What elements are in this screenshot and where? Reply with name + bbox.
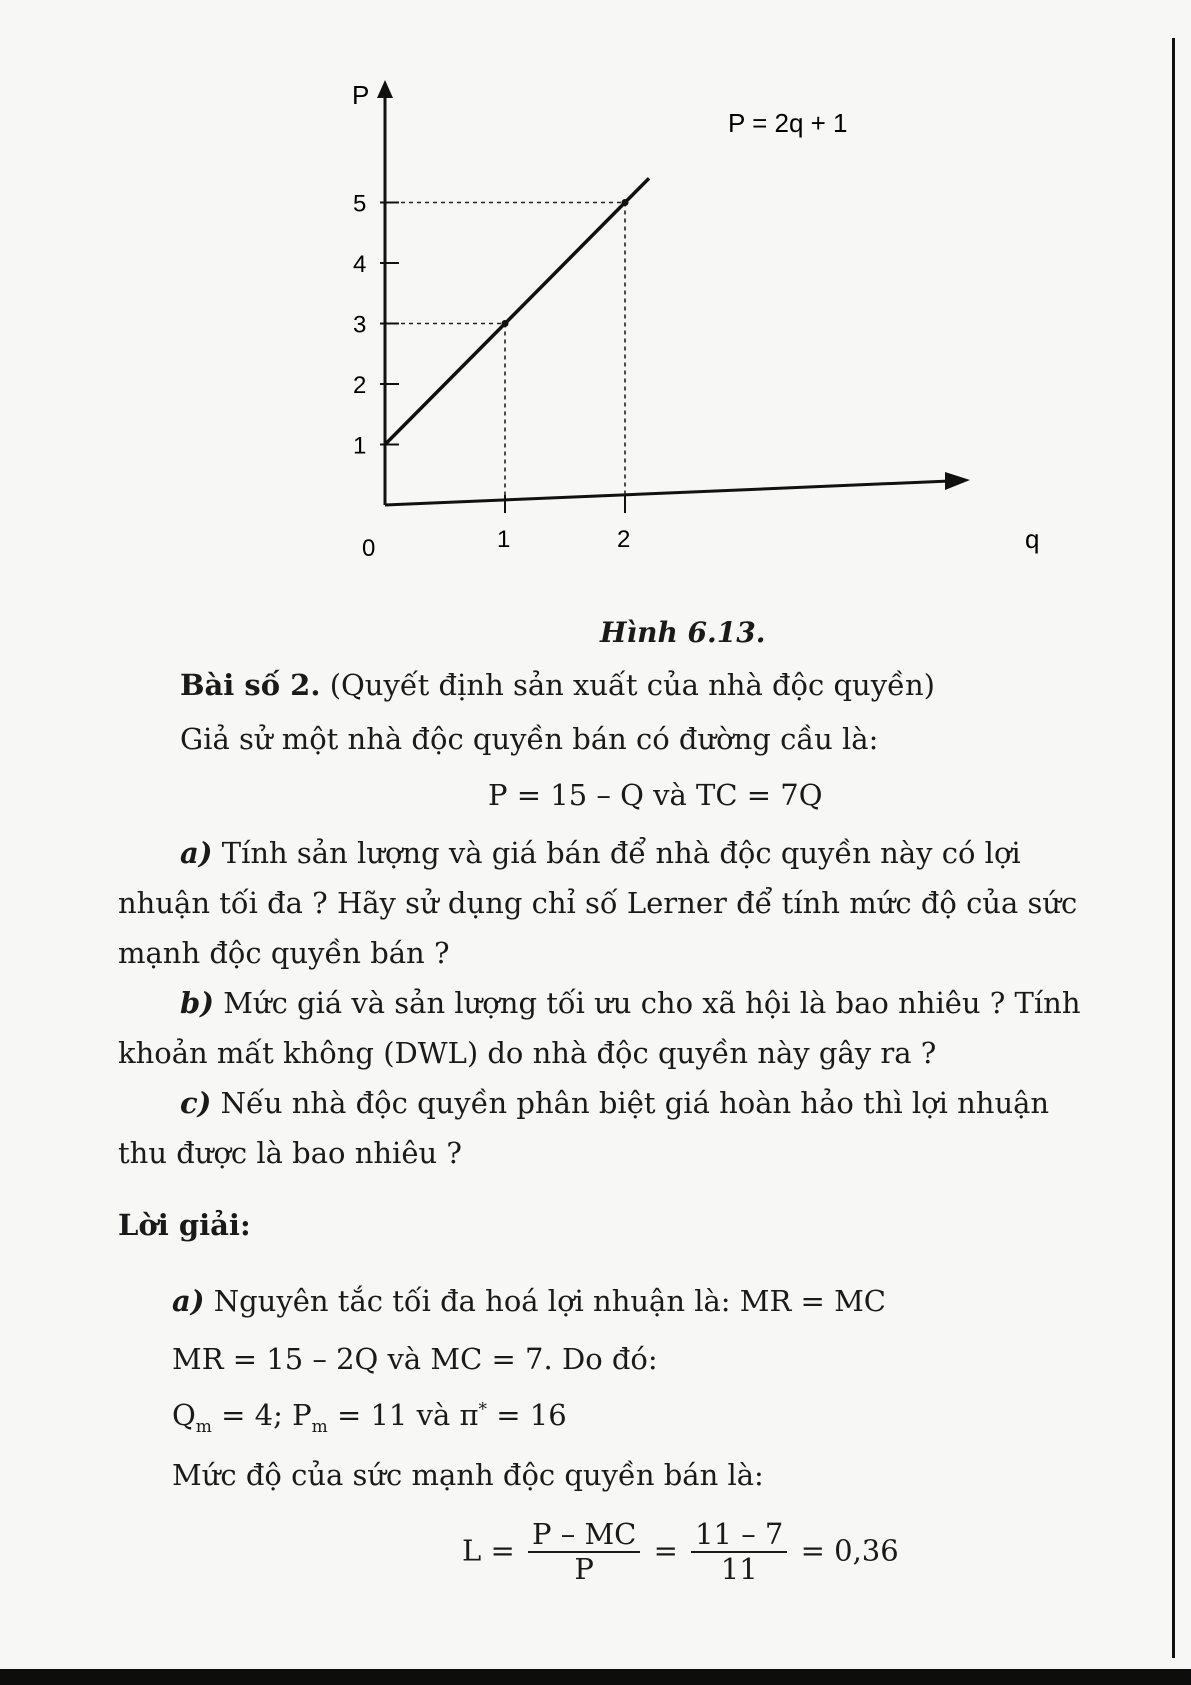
q-value: = 4; P <box>221 1398 312 1432</box>
supply-line <box>385 178 649 444</box>
q-subscript: m <box>195 1416 212 1437</box>
part-a-line2: nhuận tối đa ? Hãy sử dụng chỉ số Lerner để tính mức độ của sức <box>118 886 1078 920</box>
page-edge-rule <box>1172 38 1175 1658</box>
y-tick-label-4: 4 <box>353 251 367 278</box>
supply-figure <box>340 70 1060 590</box>
fraction-values-denominator: 11 <box>720 1552 758 1587</box>
lerner-prefix: L = <box>462 1533 515 1568</box>
profit-value: = 16 <box>496 1398 567 1432</box>
lerner-result: = 0,36 <box>800 1533 899 1568</box>
q-symbol: Q <box>172 1398 196 1432</box>
page-bottom-bar <box>0 1669 1191 1685</box>
part-b-line1 <box>180 986 1081 1020</box>
axes <box>377 80 970 505</box>
tick-group <box>353 191 630 554</box>
problem-heading <box>180 668 935 702</box>
y-axis-label: P <box>352 80 370 110</box>
problem-intro: Giả sử một nhà độc quyền bán có đường cầu là: <box>180 722 879 756</box>
fraction-values <box>691 1518 787 1587</box>
part-a-text1: Tính sản lượng và giá bán để nhà độc quyền này có lợi <box>221 836 1021 870</box>
part-a-label: a) <box>180 836 213 870</box>
part-c-label: c) <box>180 1086 212 1120</box>
y-axis-arrow <box>377 80 393 98</box>
part-b-line2: khoản mất không (DWL) do nhà độc quyền này gây ra ? <box>118 1036 937 1070</box>
x-tick-label-2: 2 <box>617 526 631 553</box>
x-axis-label: q <box>1025 524 1040 554</box>
part-c-line1 <box>180 1086 1049 1120</box>
y-tick-label-1: 1 <box>353 432 367 460</box>
fraction-markup-numerator: P – MC <box>528 1518 640 1553</box>
part-a-line3: mạnh độc quyền bán ? <box>118 936 450 970</box>
fraction-markup <box>528 1518 640 1587</box>
fraction-values-numerator: 11 – 7 <box>691 1518 787 1553</box>
equation-label: P = 2q + 1 <box>728 108 848 138</box>
demand-equation: P = 15 – Q và TC = 7Q <box>488 778 823 812</box>
problem-number: Bài số 2. <box>180 668 321 702</box>
fraction-markup-denominator: P <box>574 1552 594 1587</box>
x-axis-arrow <box>945 472 970 490</box>
p-value: = 11 và π <box>336 1398 479 1432</box>
mr-mc-line: MR = 15 – 2Q và MC = 7. Do đó: <box>172 1342 658 1376</box>
pi-superscript: * <box>478 1399 488 1420</box>
x-tick-label-1: 1 <box>497 526 511 553</box>
y-tick-label-3: 3 <box>353 311 367 339</box>
solution-rule <box>172 1284 886 1318</box>
part-b-label: b) <box>180 986 214 1020</box>
part-c-line2: thu được là bao nhiêu ? <box>118 1136 462 1170</box>
series-group <box>385 178 649 444</box>
x-axis <box>385 481 950 505</box>
problem-title: (Quyết định sản xuất của nhà độc quyền) <box>329 668 935 702</box>
guide-lines <box>385 203 625 506</box>
solution-rule-text: Nguyên tắc tối đa hoá lợi nhuận là: MR = MC <box>213 1284 886 1318</box>
origin-label: 0 <box>362 535 376 562</box>
p-subscript: m <box>311 1416 328 1437</box>
part-b-text1: Mức giá và sản lượng tối ưu cho xã hội là bao nhiêu ? Tính <box>223 986 1081 1020</box>
figure-caption: Hình 6.13. <box>600 616 766 649</box>
lerner-intro: Mức độ của sức mạnh độc quyền bán là: <box>172 1458 764 1492</box>
optimum-line <box>172 1398 567 1437</box>
part-c-text1: Nếu nhà độc quyền phân biệt giá hoàn hảo thì lợi nhuận <box>220 1086 1050 1120</box>
equals-sign: = <box>653 1533 678 1568</box>
solution-a-label: a) <box>172 1284 205 1318</box>
y-tick-label-2: 2 <box>353 372 367 399</box>
y-tick-label-5: 5 <box>353 190 367 218</box>
lerner-formula <box>462 1518 899 1587</box>
part-a-line1 <box>180 836 1021 870</box>
solution-heading: Lời giải: <box>118 1208 251 1242</box>
